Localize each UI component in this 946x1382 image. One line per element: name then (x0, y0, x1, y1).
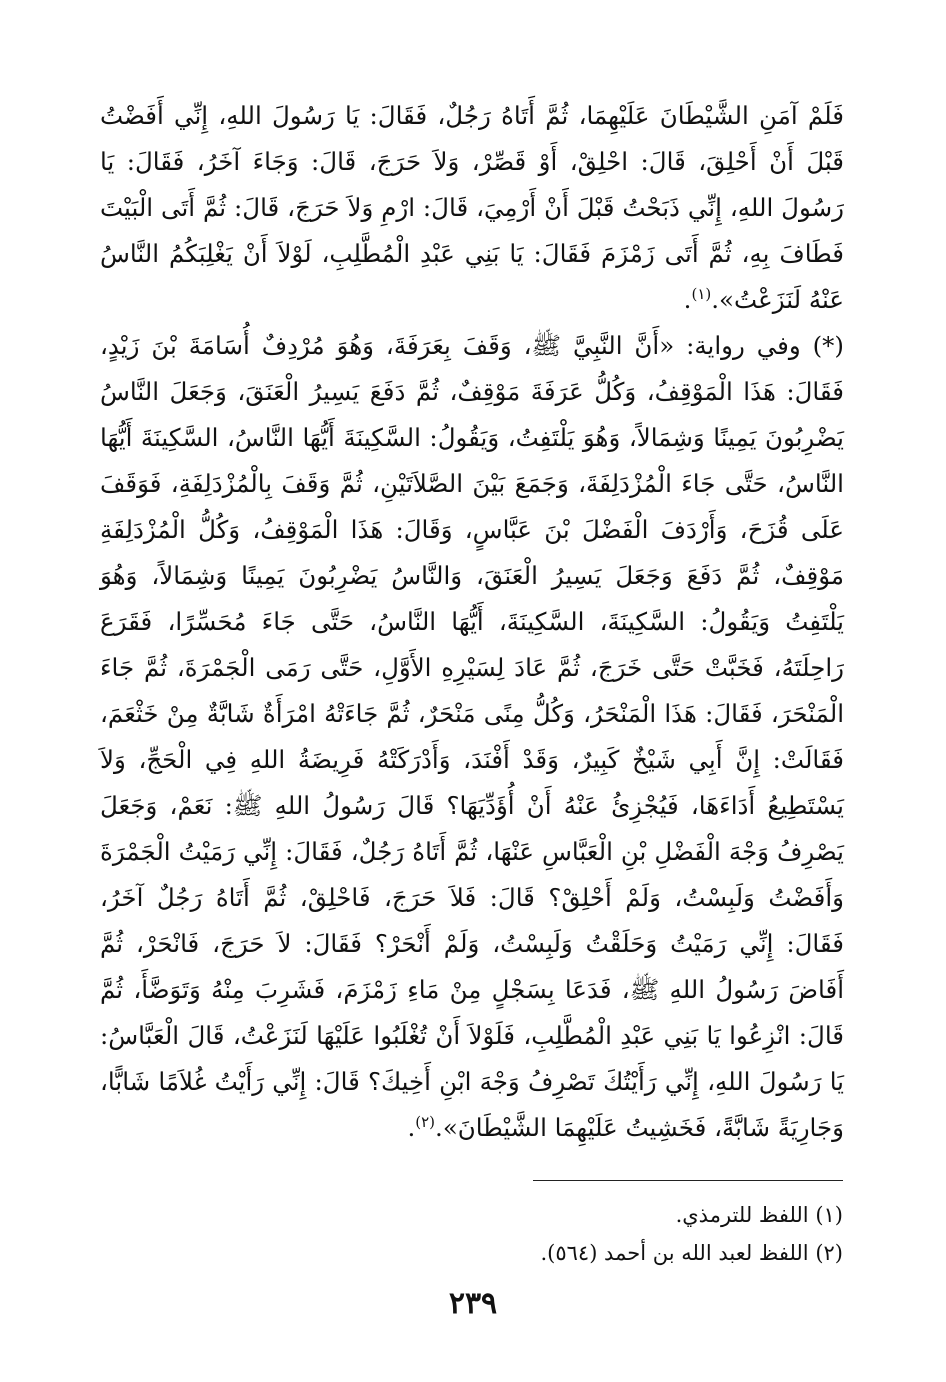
paragraph-2-end: . (407, 1113, 416, 1142)
footnotes (99, 1196, 843, 1272)
footnote-separator (533, 1180, 843, 1181)
paragraph-1-end: . (683, 285, 692, 314)
footnote-ref-1: (١) (691, 284, 712, 303)
page-number: ٢٣٩ (448, 1286, 498, 1321)
paragraph-1-text: فَلَمْ آمَنِ الشَّيْطَانَ عَلَيْهِمَا، ثُمَّ أَتَاهُ رَجُلٌ، فَقَالَ: يَا رَسُولَ اللهِ، إِنِّي أَفَضْتُ قَبْلَ أَنْ أَحْلِقَ، قَالَ: احْلِقْ، أَوْ قَصِّرْ، وَلاَ حَرَجَ، قَالَ: وَجَاءَ آخَرُ، فَقَالَ: يَا رَسُولَ اللهِ، إِنِّي ذَبَحْتُ قَبْلَ أَنْ أَرْمِيَ، قَالَ: ارْمِ وَلاَ حَرَجَ، قَالَ: ثُمَّ أَتَى الْبَيْتَ فَطَافَ بِهِ، ثُمَّ أَتَى زَمْزَمَ فَقَالَ: يَا بَنِي عَبْدِ الْمُطَّلِبِ، لَوْلاَ أَنْ يَغْلِبَكُمُ النَّاسُ عَنْهُ لَنَزَعْتُ». (100, 101, 844, 314)
main-text (100, 93, 844, 1151)
footnote-ref-2: (٢) (415, 1112, 436, 1131)
footnote-1: (١) اللفظ للترمذي. (675, 1203, 843, 1227)
paragraph-2-text: (*) وفي رواية: «أَنَّ النَّبِيَّ ﷺ، وَقَفَ بِعَرَفَةَ، وَهُوَ مُرْدِفٌ أُسَامَةَ بْنَ زَيْدٍ، فَقَالَ: هَذَا الْمَوْقِفُ، وَكُلُّ عَرَفَةَ مَوْقِفٌ، ثُمَّ دَفَعَ يَسِيرُ الْعَنَقَ، وَجَعَلَ النَّاسُ يَضْرِبُونَ يَمِينًا وَشِمَالاً، وَهُوَ يَلْتَفِتُ، وَيَقُولُ: السَّكِينَةَ أَيُّهَا النَّاسُ، السَّكِينَةَ أَيُّهَا النَّاسُ، حَتَّى جَاءَ الْمُزْدَلِفَةَ، وَجَمَعَ بَيْنَ الصَّلاَتَيْنِ، ثُمَّ وَقَفَ بِالْمُزْدَلِفَةِ، فَوَقَفَ عَلَى قُزَحَ، وَأَرْدَفَ الْفَضْلَ بْنَ عَبَّاسٍ، وَقَالَ: هَذَا الْمَوْقِفُ، وَكُلُّ الْمُزْدَلِفَةِ مَوْقِفٌ، ثُمَّ دَفَعَ وَجَعَلَ يَسِيرُ الْعَنَقَ، وَالنَّاسُ يَضْرِبُونَ يَمِينًا وَشِمَالاً، وَهُوَ يَلْتَفِتُ وَيَقُولُ: السَّكِينَةَ، السَّكِينَةَ، أَيُّهَا النَّاسُ، حَتَّى جَاءَ مُحَسِّرًا، فَقَرَعَ رَاحِلَتَهُ، فَخَبَّتْ حَتَّى خَرَجَ، ثُمَّ عَادَ لِسَيْرِهِ الأَوَّلِ، حَتَّى رَمَى الْجَمْرَةَ، ثُمَّ جَاءَ الْمَنْحَرَ، فَقَالَ: هَذَا الْمَنْحَرُ، وَكُلُّ مِنًى مَنْحَرٌ، ثُمَّ جَاءَتْهُ امْرَأَةٌ شَابَّةٌ مِنْ خَثْعَمَ، فَقَالَتْ: إِنَّ أَبِي شَيْخٌ كَبِيرٌ، وَقَدْ أَفْنَدَ، وَأَدْرَكَتْهُ فَرِيضَةُ اللهِ فِي الْحَجِّ، وَلاَ يَسْتَطِيعُ أَدَاءَهَا، فَيُجْزِئُ عَنْهُ أَنْ أُؤَدِّيَهَا؟ قَالَ رَسُولُ اللهِ ﷺ: نَعَمْ، وَجَعَلَ يَصْرِفُ وَجْهَ الْفَضْلِ بْنِ الْعَبَّاسِ عَنْهَا، ثُمَّ أَتَاهُ رَجُلٌ، فَقَالَ: إِنِّي رَمَيْتُ الْجَمْرَةَ وَأَفَضْتُ وَلَبِسْتُ، وَلَمْ أَحْلِقْ؟ قَالَ: فَلاَ حَرَجَ، فَاحْلِقْ، ثُمَّ أَتَاهُ رَجُلٌ آخَرُ، فَقَالَ: إِنِّي رَمَيْتُ وَحَلَقْتُ وَلَبِسْتُ، وَلَمْ أَنْحَرْ؟ فَقَالَ: لاَ حَرَجَ، فَانْحَرْ، ثُمَّ أَفَاضَ رَسُولُ اللهِ ﷺ، فَدَعَا بِسَجْلٍ مِنْ مَاءِ زَمْزَمَ، فَشَرِبَ مِنْهُ وَتَوَضَّأَ، ثُمَّ قَالَ: انْزِعُوا يَا بَنِي عَبْدِ الْمُطَّلِبِ، فَلَوْلاَ أَنْ تُغْلَبُوا عَلَيْهَا لَنَزَعْتُ، قَالَ الْعَبَّاسُ: يَا رَسُولَ اللهِ، إِنِّي رَأَيْتُكَ تَصْرِفُ وَجْهَ ابْنِ أَخِيكَ؟ قَالَ: إِنِّي رَأَيْتُ غُلاَمًا شَابًّا، وَجَارِيَةً شَابَّةً، فَخَشِيتُ عَلَيْهِمَا الشَّيْطَانَ». (100, 331, 845, 1142)
paragraph-2 (100, 323, 844, 1151)
paragraph-1 (100, 93, 844, 323)
footnote-2: (٢) اللفظ لعبد الله بن أحمد (٥٦٤). (540, 1241, 843, 1265)
